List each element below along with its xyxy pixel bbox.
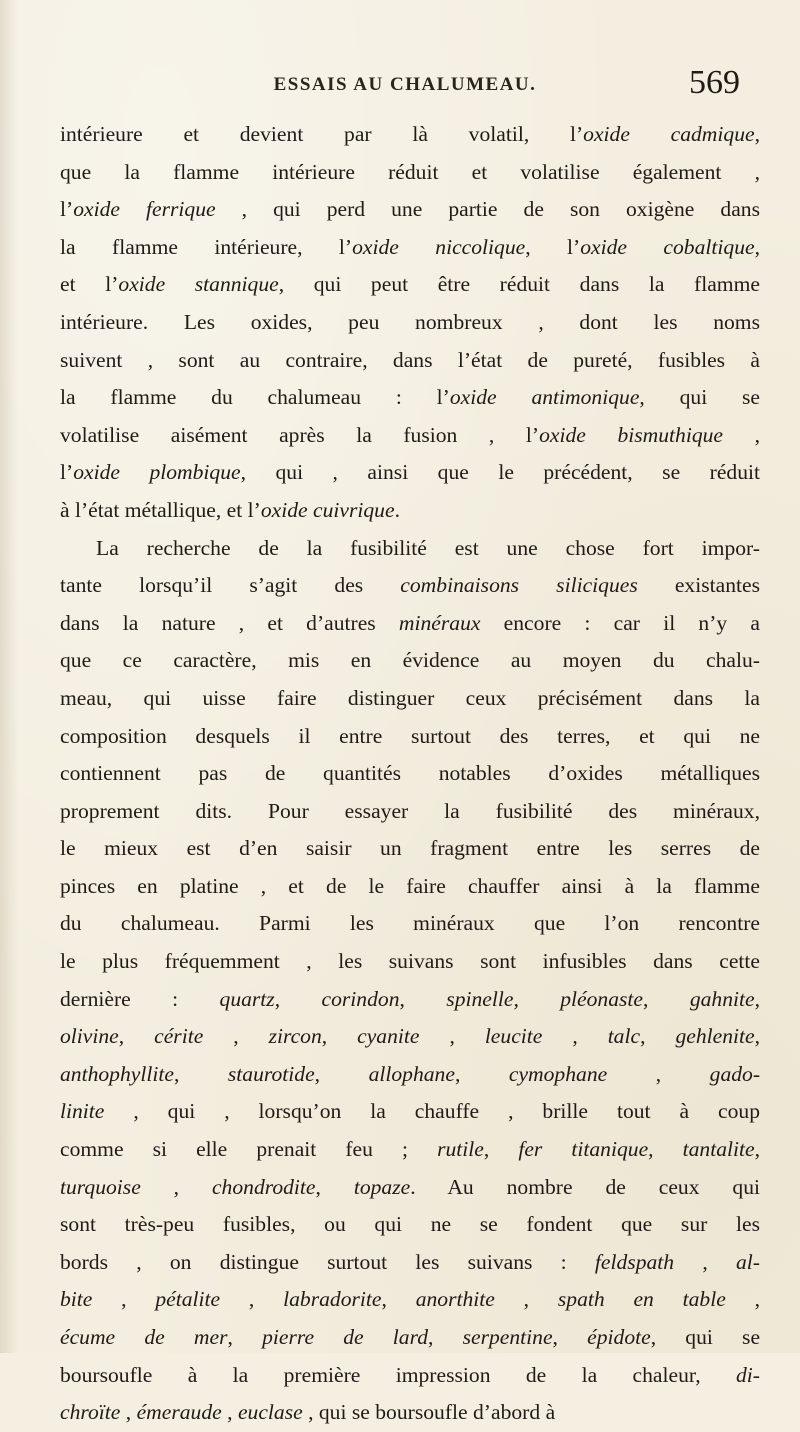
italic-term: labradorite: [283, 1287, 382, 1312]
text-run: ,: [454, 1061, 509, 1086]
text-run: l’: [60, 197, 74, 222]
text-line: [60, 943, 760, 981]
text-line: [60, 1018, 760, 1056]
italic-term: oxide ferrique: [73, 197, 216, 222]
text-run: ,: [648, 1137, 683, 1162]
text-run: ,: [725, 1287, 761, 1312]
text-line: [60, 830, 760, 868]
italic-term: gahnite: [689, 986, 755, 1011]
text-line: [60, 755, 760, 793]
italic-term: écume de mer: [60, 1325, 228, 1349]
text-line: [60, 718, 760, 756]
text-run: encore : car il n’y a: [480, 610, 760, 635]
text-run: .: [394, 497, 400, 522]
text-line: [60, 1093, 760, 1131]
italic-term: serpentine: [462, 1325, 553, 1349]
italic-term: linite: [60, 1099, 105, 1124]
text-line: [60, 492, 760, 530]
text-run: ,: [173, 1061, 228, 1086]
italic-term: anorthite: [415, 1287, 495, 1312]
text-run: ,: [754, 122, 760, 146]
italic-term: cérite: [154, 1024, 204, 1049]
italic-term: oxide niccolique: [352, 234, 526, 259]
text-line: [60, 1319, 760, 1357]
text-run: ,: [203, 1024, 269, 1049]
italic-term: chroïte: [60, 1400, 121, 1425]
text-run: ,: [140, 1174, 212, 1199]
text-line: [60, 191, 760, 229]
text-run: . Au nombre de ceux qui: [410, 1174, 760, 1199]
text-run: que la flamme intérieure réduit et volatilise également ,: [60, 159, 760, 184]
text-run: ,: [754, 986, 760, 1011]
text-run: le plus fréquemment , les suivans sont infusibles dans cette: [60, 949, 760, 974]
italic-term: di-: [736, 1362, 760, 1387]
text-run: ,: [274, 986, 322, 1011]
text-run: ,: [640, 1024, 676, 1049]
text-line: [60, 1056, 760, 1094]
italic-term: quartz: [219, 986, 275, 1011]
italic-term: bite: [60, 1287, 93, 1312]
text-run: et l’: [60, 272, 119, 297]
text-run: meau, qui uisse faire distinguer ceux précisément dans la: [60, 685, 760, 710]
italic-term: corindon: [321, 986, 400, 1011]
italic-term: allophane: [368, 1061, 455, 1086]
text-run: ,: [120, 1400, 137, 1425]
text-line: [60, 530, 760, 568]
text-run: comme si elle prenait feu ;: [60, 1137, 438, 1162]
text-run: , qui , lorsqu’on la chauffe , brille tout à coup: [104, 1099, 760, 1124]
italic-term: spath en table: [557, 1287, 726, 1312]
text-run: intérieure. Les oxides, peu nombreux , dont les noms: [60, 309, 760, 334]
text-run: , qui perd une partie de son oxigène dans: [215, 197, 760, 222]
italic-term: cyanite: [357, 1024, 420, 1049]
text-line: [60, 379, 760, 417]
text-run: , qui se: [639, 385, 760, 410]
text-line: [60, 454, 760, 492]
text-run: ,: [315, 1174, 354, 1199]
text-run: boursoufle à la première impression de la chaleur,: [60, 1362, 736, 1387]
text-run: composition desquels il entre surtout des terres, et qui ne: [60, 723, 760, 748]
text-line: [60, 642, 760, 680]
italic-term: épidote: [587, 1325, 651, 1349]
italic-term: oxide bismuthique: [539, 422, 724, 447]
text-run: bords , on distingue surtout les suivans :: [60, 1249, 595, 1274]
text-run: dans la nature , et d’autres: [60, 610, 399, 635]
italic-term: staurotide: [227, 1061, 315, 1086]
italic-term: minéraux: [398, 610, 481, 635]
text-run: volatilise aisément après la fusion , l’: [60, 422, 540, 447]
text-run: existantes: [637, 573, 760, 598]
text-run: tante lorsqu’il s’agit des: [60, 573, 401, 598]
text-run: pinces en platine , et de le faire chauffer ainsi à la flamme: [60, 873, 760, 898]
text-line: [60, 868, 760, 906]
text-line: [60, 1281, 760, 1319]
italic-term: talc: [607, 1024, 641, 1049]
text-run: le mieux est d’en saisir un fragment entre les serres de: [60, 836, 760, 861]
text-line: [60, 304, 760, 342]
running-head: [0, 64, 800, 104]
italic-term: euclase: [237, 1400, 303, 1425]
text-run: ,: [92, 1287, 156, 1312]
text-run: sont très-peu fusibles, ou qui ne se fondent que sur les: [60, 1212, 760, 1237]
italic-term: leucite: [484, 1024, 543, 1049]
text-run: intérieure et devient par là volatil, l’: [60, 122, 584, 146]
text-line: [60, 1357, 760, 1395]
italic-term: pierre de lard: [262, 1325, 428, 1349]
italic-term: cymophane: [508, 1061, 608, 1086]
italic-term: oxide stannique: [118, 272, 279, 297]
text-run: la flamme intérieure, l’: [60, 234, 353, 259]
italic-term: oxide antimonique: [449, 385, 640, 410]
text-line: [60, 1244, 760, 1282]
italic-term: oxide cadmique: [583, 122, 755, 146]
text-run: ,: [419, 1024, 485, 1049]
text-run: ,: [314, 1061, 369, 1086]
text-run: , qui , ainsi que le précédent, se réduit: [240, 460, 761, 485]
text-run: ,: [754, 234, 760, 259]
text-run: La recherche de la fusibilité est une chose fort impor-: [96, 535, 760, 560]
text-run: la flamme du chalumeau : l’: [60, 385, 450, 410]
text-line: [60, 116, 760, 154]
text-run: ,: [483, 1137, 519, 1162]
text-run: ,: [221, 1400, 238, 1425]
text-line: [60, 266, 760, 304]
italic-term: oxide cuivrique: [260, 497, 395, 522]
italic-term: combinaisons siliciques: [400, 573, 638, 598]
italic-term: chondrodite: [211, 1174, 316, 1199]
text-run: ,: [754, 1024, 760, 1049]
italic-term: gado-: [709, 1061, 761, 1086]
text-line: [60, 1131, 760, 1169]
italic-term: tantalite: [682, 1137, 755, 1162]
text-line: [60, 981, 760, 1019]
text-line: [60, 1169, 760, 1207]
text-run: ,: [399, 986, 447, 1011]
italic-term: fer titanique: [518, 1137, 649, 1162]
page-number: 569: [689, 64, 740, 101]
italic-term: olivine: [60, 1024, 119, 1049]
italic-term: pétalite: [155, 1287, 221, 1312]
italic-term: zircon: [268, 1024, 322, 1049]
italic-term: turquoise: [60, 1174, 141, 1199]
text-run: proprement dits. Pour essayer la fusibilité des minéraux,: [60, 798, 760, 823]
text-line: [60, 1394, 760, 1432]
italic-term: spinelle, pléonaste: [446, 986, 644, 1011]
text-run: ,: [723, 422, 760, 447]
text-line: [60, 417, 760, 455]
text-line: [60, 605, 760, 643]
text-run: suivent , sont au contraire, dans l’état de pureté, fusibles à: [60, 347, 760, 372]
text-line: [60, 680, 760, 718]
text-run: dernière :: [60, 986, 220, 1011]
italic-term: gehlenite: [675, 1024, 755, 1049]
text-run: contiennent pas de quantités notables d’oxides métalliques: [60, 761, 760, 786]
text-line: [60, 229, 760, 267]
italic-term: feldspath: [594, 1249, 675, 1274]
italic-term: rutile: [437, 1137, 484, 1162]
text-run: ,: [118, 1024, 155, 1049]
italic-term: oxide cobaltique: [580, 234, 755, 259]
text-line: [60, 793, 760, 831]
italic-term: anthophyllite: [60, 1061, 174, 1086]
running-title: ESSAIS AU CHALUMEAU.: [273, 74, 537, 95]
text-run: ,: [552, 1325, 588, 1349]
text-run: ,: [227, 1325, 263, 1349]
text-line: [60, 905, 760, 943]
text-run: l’: [60, 460, 74, 485]
page-gutter-shadow: [0, 0, 18, 1353]
text-run: ,: [494, 1287, 558, 1312]
text-line: [60, 342, 760, 380]
text-run: ,: [643, 986, 690, 1011]
text-run: ,: [220, 1287, 284, 1312]
text-run: ,: [674, 1249, 736, 1274]
text-run: ,: [428, 1325, 463, 1349]
text-run: ,: [542, 1024, 608, 1049]
text-line: [60, 1206, 760, 1244]
text-run: que ce caractère, mis en évidence au moyen du chalu-: [60, 648, 760, 673]
italic-term: topaze: [353, 1174, 411, 1199]
text-run: du chalumeau. Parmi les minéraux que l’on rencontre: [60, 911, 760, 936]
text-run: , qui se: [650, 1325, 761, 1349]
text-run: ,: [754, 1137, 761, 1162]
text-run: , qui se boursoufle d’abord à: [302, 1400, 556, 1425]
italic-term: oxide plombique: [73, 460, 241, 485]
text-run: ,: [607, 1061, 710, 1086]
text-run: à l’état métallique, et l’: [60, 497, 261, 522]
text-run: ,: [321, 1024, 358, 1049]
text-run: , qui peut être réduit dans la flamme: [278, 272, 760, 297]
italic-term: al-: [736, 1249, 760, 1274]
text-line: [60, 154, 760, 192]
italic-term: émeraude: [136, 1400, 222, 1425]
text-run: , l’: [525, 234, 581, 259]
body-text: [60, 116, 760, 1432]
text-run: ,: [381, 1287, 416, 1312]
text-line: [60, 567, 760, 605]
